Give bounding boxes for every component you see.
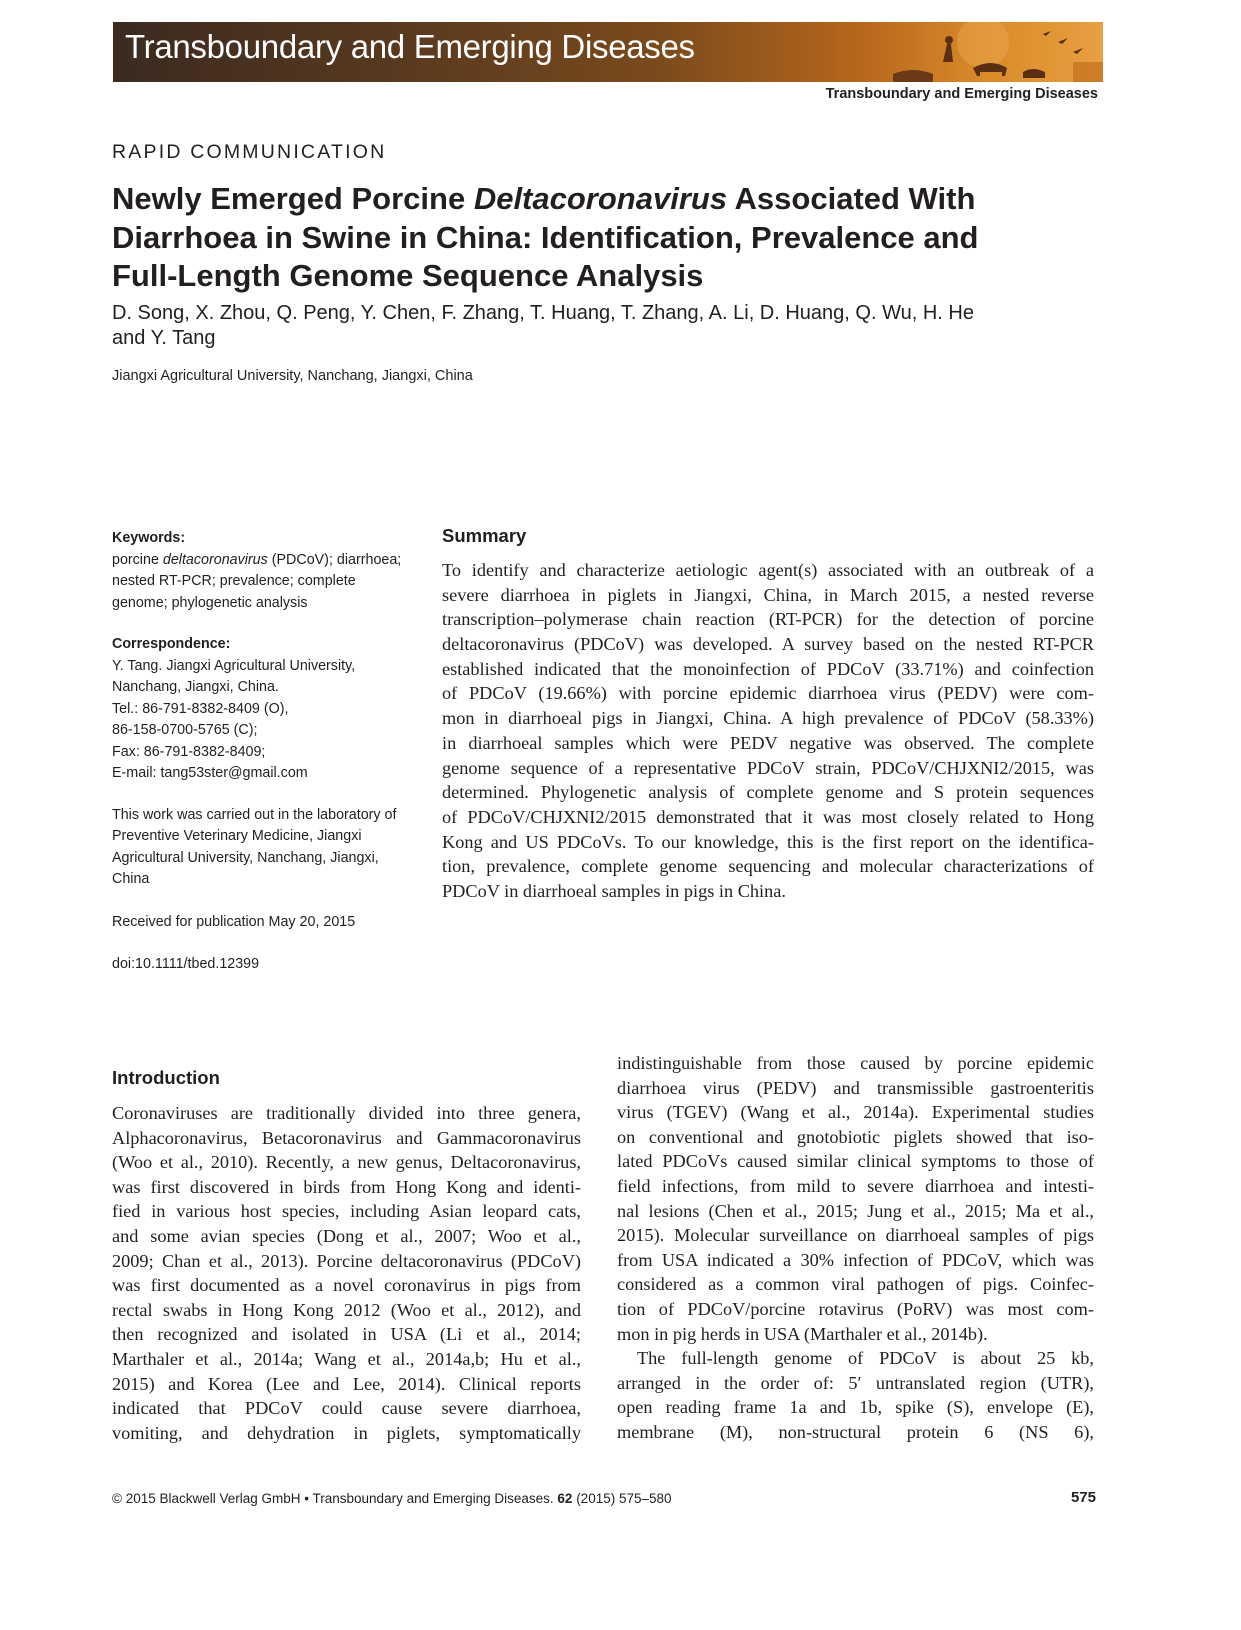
summary-line: To identify and characterize aetiologic agent(s) associated with an outbreak of a — [442, 560, 1094, 580]
keywords-line: nested RT-PCR; prevalence; complete — [112, 573, 356, 589]
title-italic-genus: Deltacoronavirus — [473, 181, 728, 216]
section-type: RAPID COMMUNICATION — [112, 141, 387, 163]
intro-line: from USA indicated a 30% infection of PDCoV, which was — [617, 1249, 1094, 1270]
summary-line: genome sequence of a representative PDCoV strain, PDCoV/CHJXNI2/2015, was — [442, 757, 1094, 778]
keywords-block — [112, 528, 422, 614]
intro-line: on conventional and gnotobiotic piglets showed that iso- — [617, 1126, 1094, 1147]
title-line-2: Diarrhoea in Swine in China: Identification, Prevalence and — [112, 219, 979, 255]
intro-line: lated PDCoVs caused similar clinical symptoms to those of — [617, 1151, 1094, 1172]
authors-line-2: and Y. Tang — [112, 327, 216, 349]
intro-line: arranged in the order of: 5′ untranslated region (UTR), — [617, 1372, 1094, 1393]
volume-number: 62 — [557, 1491, 573, 1506]
intro-line: The full-length genome of PDCoV is about 25 kb, — [637, 1348, 1094, 1369]
journal-banner-title: Transboundary and Emerging Diseases — [125, 28, 695, 65]
lab-note-line: China — [112, 871, 150, 887]
copyright-text: © 2015 Blackwell Verlag GmbH • Transboundary and Emerging Diseases. — [112, 1491, 558, 1506]
title-line-1 — [112, 180, 1112, 219]
doi: doi:10.1111/tbed.12399 — [112, 956, 260, 972]
banner-silhouettes-image — [773, 22, 1103, 82]
intro-line: indicated that PDCoV could cause severe diarrhoea, — [112, 1398, 581, 1419]
keywords-line: genome; phylogenetic analysis — [112, 594, 308, 611]
keywords-heading: Keywords: — [112, 530, 186, 546]
intro-line: was first discovered in birds from Hong Kong and identi- — [112, 1176, 581, 1197]
summary-line: established indicated that the monoinfection of PDCoV (33.71%) and coinfection — [442, 658, 1094, 679]
keywords-italic: deltacoronavirus — [162, 551, 268, 568]
intro-line: rectal swabs in Hong Kong 2012 (Woo et al., 2012), and — [112, 1299, 581, 1320]
summary-line: Kong and US PDCoVs. To our knowledge, this is the first report on the identifica- — [442, 831, 1094, 852]
intro-line: field infections, from mild to severe diarrhoea and intesti- — [617, 1175, 1094, 1196]
introduction-left-column — [112, 1101, 581, 1445]
correspondence-line: Y. Tang. Jiangxi Agricultural University, — [112, 657, 356, 674]
summary-line: mon in diarrhoeal pigs in Jiangxi, China. A high prevalence of PDCoV (58.33%) — [442, 708, 1094, 729]
lab-note-block — [112, 805, 422, 891]
keywords-text: (PDCoV); diarrhoea; — [267, 551, 402, 568]
intro-line: then recognized and isolated in USA (Li et al., 2014; — [112, 1324, 581, 1345]
journal-banner — [113, 22, 1103, 82]
keywords-text: porcine — [112, 551, 163, 568]
title-text: Newly Emerged Porcine — [112, 181, 474, 216]
summary-body — [442, 558, 1094, 904]
correspondence-block — [112, 634, 422, 785]
lab-note-line: Preventive Veterinary Medicine, Jiangxi — [112, 828, 362, 844]
introduction-heading: Introduction — [112, 1067, 220, 1088]
copyright-text: (2015) 575–580 — [572, 1491, 672, 1506]
intro-line: was first documented as a novel coronavirus in pigs from — [112, 1275, 581, 1296]
intro-line: and some avian species (Dong et al., 2007; Woo et al., — [112, 1225, 581, 1246]
article-title — [112, 180, 1112, 296]
intro-line: considered as a common viral pathogen of pigs. Coinfec- — [617, 1274, 1094, 1295]
correspondence-line: Fax: 86-791-8382-8409; — [112, 743, 266, 760]
summary-line: transcription–polymerase chain reaction (RT-PCR) for the detection of porcine — [442, 609, 1094, 630]
correspondence-heading: Correspondence: — [112, 636, 231, 652]
keywords-line — [112, 550, 422, 572]
summary-line: PDCoV in diarrhoeal samples in pigs in China. — [442, 880, 786, 901]
intro-line: diarrhoea virus (PEDV) and transmissible gastroenteritis — [617, 1077, 1094, 1098]
intro-line: 2015). Molecular surveillance on diarrhoeal samples of pigs — [617, 1225, 1094, 1246]
summary-line: in diarrhoeal samples which were PEDV negative was observed. The complete — [442, 732, 1094, 753]
copyright-footer — [112, 1491, 672, 1506]
affiliation: Jiangxi Agricultural University, Nanchang, Jiangxi, China — [112, 368, 473, 384]
correspondence-email: E-mail: tang53ster@gmail.com — [112, 765, 308, 781]
author-list — [112, 301, 1072, 351]
intro-line: nal lesions (Chen et al., 2015; Jung et al., 2015; Ma et al., — [617, 1200, 1094, 1221]
intro-line: indistinguishable from those caused by porcine epidemic — [617, 1053, 1094, 1073]
summary-line: of PDCoV (19.66%) with porcine epidemic diarrhoea virus (PEDV) were com- — [442, 683, 1094, 704]
summary-line: of PDCoV/CHJXNI2/2015 demonstrated that it was most closely related to Hong — [442, 806, 1094, 827]
title-line-3: Full-Length Genome Sequence Analysis — [112, 258, 704, 293]
introduction-right-column — [617, 1051, 1094, 1445]
correspondence-line: 86-158-0700-5765 (C); — [112, 722, 258, 738]
intro-line: vomiting, and dehydration in piglets, symptomatically — [112, 1422, 581, 1443]
authors-line-1: D. Song, X. Zhou, Q. Peng, Y. Chen, F. Zhang, T. Huang, T. Zhang, A. Li, D. Huang, Q. Wu, H. He — [112, 302, 974, 324]
intro-line: Marthaler et al., 2014a; Wang et al., 2014a,b; Hu et al., — [112, 1348, 581, 1369]
lab-note-line: This work was carried out in the laboratory of — [112, 806, 397, 823]
summary-line: determined. Phylogenetic analysis of complete genome and S protein sequences — [442, 782, 1094, 803]
summary-heading: Summary — [442, 525, 527, 546]
received-date: Received for publication May 20, 2015 — [112, 913, 356, 930]
lab-note-line: Agricultural University, Nanchang, Jiangxi, — [112, 849, 379, 866]
summary-line: tion, prevalence, complete genome sequencing and molecular characterizations of — [442, 856, 1094, 877]
intro-line: Coronaviruses are traditionally divided into three genera, — [112, 1103, 581, 1123]
intro-line: (Woo et al., 2010). Recently, a new genus, Deltacoronavirus, — [112, 1152, 581, 1173]
intro-line: fied in various host species, including Asian leopard cats, — [112, 1201, 581, 1222]
title-text: Associated With — [727, 181, 976, 216]
correspondence-line: Tel.: 86-791-8382-8409 (O), — [112, 700, 289, 717]
article-info-sidebar — [112, 528, 422, 976]
page-number: 575 — [1070, 1489, 1096, 1506]
correspondence-line: Nanchang, Jiangxi, China. — [112, 679, 279, 695]
intro-line: open reading frame 1a and 1b, spike (S), envelope (E), — [617, 1397, 1094, 1418]
intro-line: virus (TGEV) (Wang et al., 2014a). Experimental studies — [617, 1102, 1094, 1123]
running-head: Transboundary and Emerging Diseases — [825, 86, 1098, 102]
intro-line: Alphacoronavirus, Betacoronavirus and Gammacoronavirus — [112, 1127, 581, 1148]
summary-line: severe diarrhoea in piglets in Jiangxi, China, in March 2015, a nested reverse — [442, 584, 1094, 605]
summary-line: deltacoronavirus (PDCoV) was developed. A survey based on the nested RT-PCR — [442, 634, 1094, 655]
intro-line: mon in pig herds in USA (Marthaler et al., 2014b). — [617, 1323, 988, 1344]
intro-line: 2015) and Korea (Lee and Lee, 2014). Clinical reports — [112, 1373, 581, 1394]
intro-line: 2009; Chan et al., 2013). Porcine deltacoronavirus (PDCoV) — [112, 1250, 581, 1271]
intro-line: tion of PDCoV/porcine rotavirus (PoRV) was most com- — [617, 1298, 1094, 1319]
intro-line: membrane (M), non-structural protein 6 (NS 6), — [617, 1421, 1094, 1442]
